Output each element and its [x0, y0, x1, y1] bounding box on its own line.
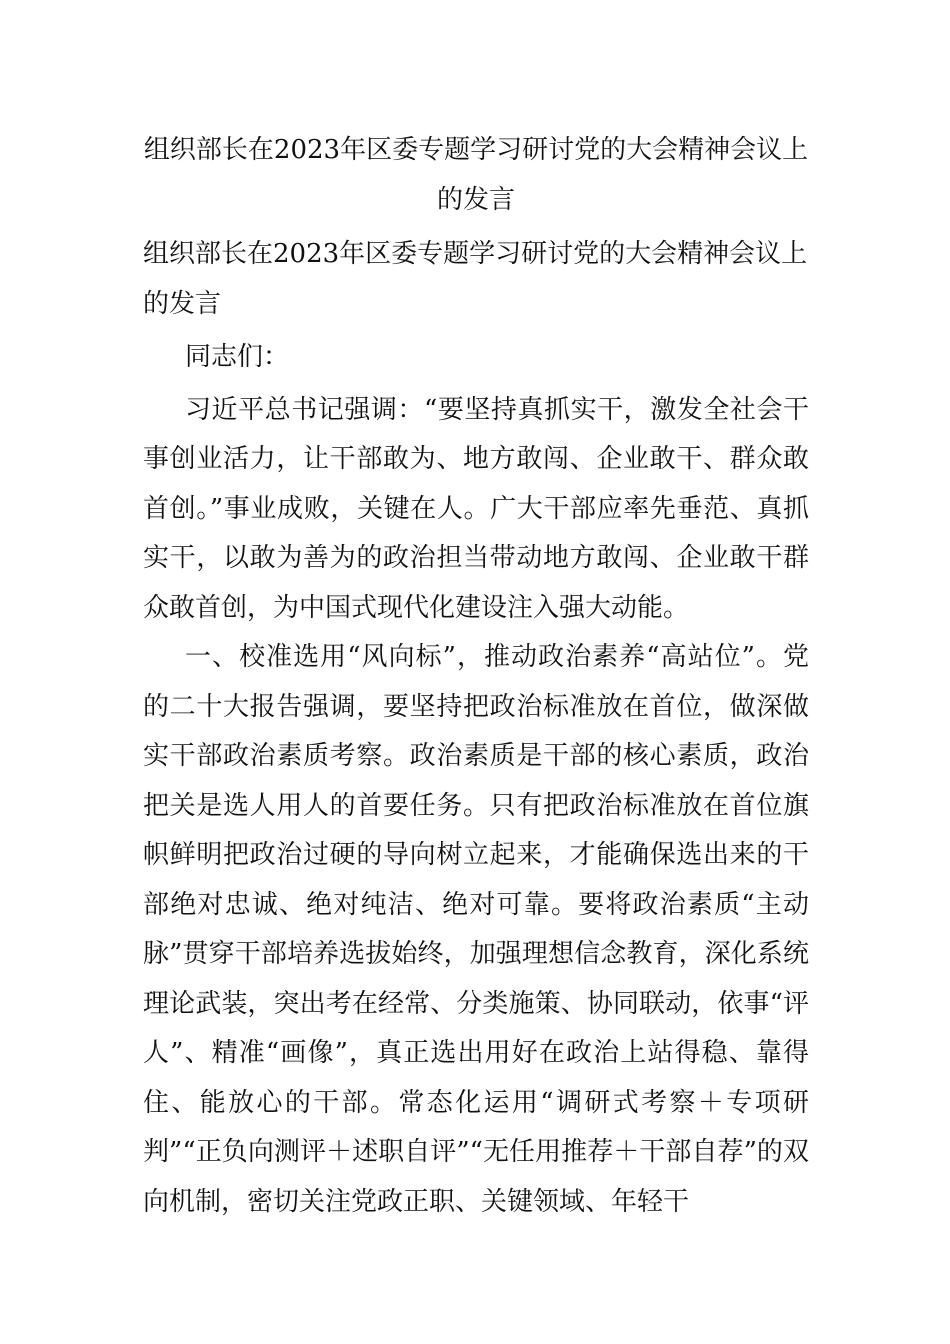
- document-subtitle: 组织部长在2023年区委专题学习研讨党的大会精神会议上的发言: [143, 239, 808, 319]
- paragraph-intro: 习近平总书记强调：“要坚持真抓实干，激发全社会干事创业活力，让干部敢为、地方敢闯、企业敢干、群众敢首创。”事业成败，关键在人。广大干部应率先垂范、真抓实干，以敢为善为的政治担当带动地方敢闯、企业敢干群众敢首创，为中国式现代化建设注入强大动能。: [143, 394, 809, 623]
- document-page: [143, 126, 809, 1227]
- document-title: 组织部长在2023年区委专题学习研讨党的大会精神会议上的发言: [143, 135, 809, 215]
- salutation: 同志们：: [185, 342, 290, 372]
- paragraph-section-one: 一、校准选用“风向标”，推动政治素养“高站位”。党的二十大报告强调，要坚持把政治标准放在首位，做深做实干部政治素质考察。政治素质是干部的核心素质，政治把关是选人用人的首要任务。只有把政治标准放在首位旗帜鲜明把政治过硬的导向树立起来，才能确保选出来的干部绝对忠诚、绝对纯洁、绝对可靠。要将政治素质“主动脉”贯穿干部培养选拔始终，加强理想信念教育，深化系统理论武装，突出考在经常、分类施策、协同联动，依事“评人”、精准“画像”，真正选出用好在政治上站得稳、靠得住、能放心的干部。常态化运用“调研式考察＋专项研判”“正负向测评＋述职自评”“无任用推荐＋干部自荐”的双向机制，密切关注党政正职、关键领域、年轻干: [143, 642, 809, 1217]
